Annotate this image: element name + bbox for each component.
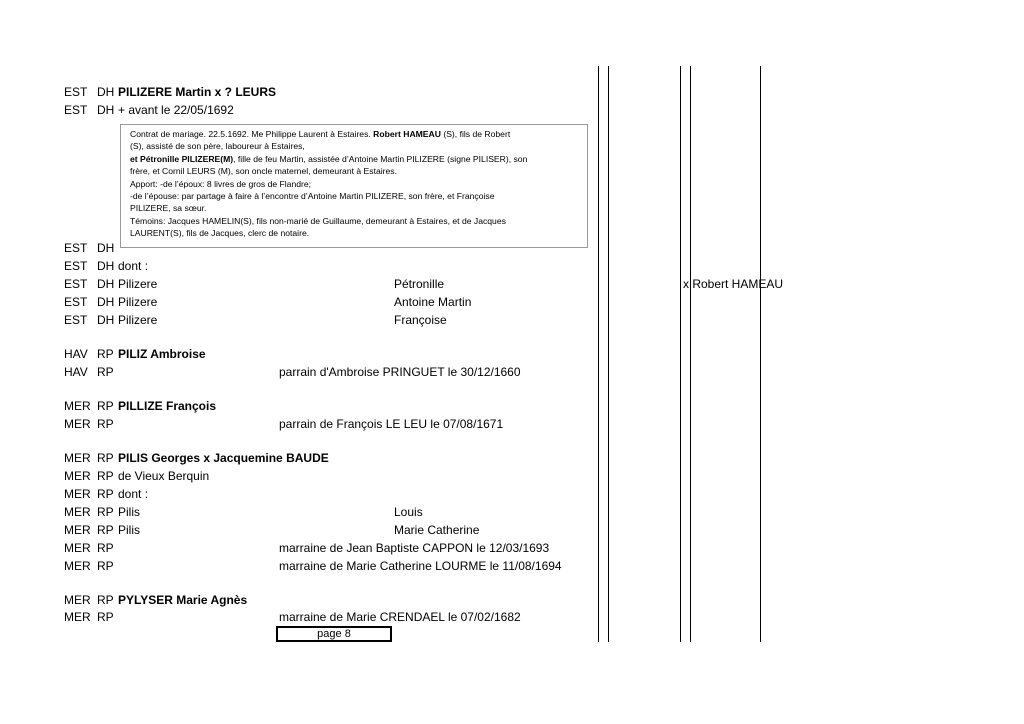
surname-entry: PYLYSER Marie Agnès: [118, 593, 248, 607]
surname-entry: dont :: [118, 259, 149, 273]
first-name: Louis: [394, 505, 423, 519]
record-row: [0, 485, 600, 503]
record-row: [0, 449, 600, 467]
record-row: [0, 257, 600, 275]
note-line: Apport: -de l’époux: 8 livres de gros de Flandre;: [130, 178, 312, 189]
record-row: [0, 397, 600, 415]
first-name: Antoine Martin: [394, 295, 472, 309]
column-rule: [760, 66, 761, 642]
spouse-note: x Robert HAMEAU: [683, 277, 784, 291]
source-code: DH: [97, 241, 115, 255]
source-code: DH: [97, 85, 115, 99]
note-line: frère, et Cornil LEURS (M), son oncle maternel, demeurant à Estaires.: [130, 166, 397, 177]
first-name: Pétronille: [394, 277, 445, 291]
place-code: MER: [64, 417, 91, 431]
source-code: RP: [97, 559, 114, 573]
surname-entry: + avant le 22/05/1692: [118, 103, 234, 117]
column-rule: [680, 66, 681, 642]
source-code: RP: [97, 487, 114, 501]
source-code: RP: [97, 593, 114, 607]
surname-entry: Pilis: [118, 505, 141, 519]
note-text: , fille de feu Martin, assistée d’Antoine Martin PILIZERE (signe PILISER), son: [233, 153, 528, 164]
record-row: [0, 521, 600, 539]
source-code: DH: [97, 295, 115, 309]
event-description: parrain de François LE LEU le 07/08/1671: [279, 417, 504, 431]
record-row: [0, 557, 600, 575]
page-number: page 8: [276, 626, 392, 642]
place-code: MER: [64, 399, 91, 413]
marriage-contract-note: [120, 124, 588, 248]
place-code: MER: [64, 523, 91, 537]
source-code: RP: [97, 469, 114, 483]
record-row: [0, 591, 600, 609]
source-code: DH: [97, 259, 115, 273]
note-text: Contrat de mariage. 22.5.1692. Me Philippe Laurent à Estaires.: [130, 129, 374, 139]
record-row: [0, 275, 600, 293]
note-bold-name: Robert HAMEAU: [373, 129, 441, 139]
source-code: RP: [97, 417, 114, 431]
place-code: EST: [64, 85, 88, 99]
source-code: DH: [97, 277, 115, 291]
surname-entry: PILLIZE François: [118, 399, 217, 413]
source-code: RP: [97, 541, 114, 555]
note-text: (S), fils de Robert: [440, 129, 511, 139]
event-description: marraine de Marie Catherine LOURME le 11/08/1694: [279, 559, 562, 573]
surname-entry: Pilis: [118, 523, 141, 537]
record-row: [0, 415, 600, 433]
place-code: EST: [64, 295, 88, 309]
source-code: RP: [97, 399, 114, 413]
surname-entry: PILIZERE Martin x ? LEURS: [118, 85, 277, 99]
column-rule: [690, 66, 691, 642]
note-line: LAURENT(S), fils de Jacques, clerc de notaire.: [130, 228, 310, 239]
event-description: marraine de Jean Baptiste CAPPON le 12/03/1693: [279, 541, 550, 555]
surname-entry: de Vieux Berquin: [118, 469, 210, 483]
surname-entry: Pilizere: [118, 295, 158, 309]
record-row: [0, 311, 600, 329]
place-code: MER: [64, 487, 91, 501]
source-code: DH: [97, 103, 115, 117]
place-code: MER: [64, 469, 91, 483]
record-row: [0, 503, 600, 521]
place-code: MER: [64, 559, 91, 573]
surname-entry: dont :: [118, 487, 149, 501]
record-row: [0, 293, 600, 311]
source-code: RP: [97, 365, 114, 379]
event-description: marraine de Marie CRENDAEL le 07/02/1682: [279, 610, 521, 624]
record-row: [0, 83, 600, 101]
source-code: RP: [97, 610, 114, 624]
surname-entry: Pilizere: [118, 277, 158, 291]
place-code: EST: [64, 103, 88, 117]
event-description: parrain d'Ambroise PRINGUET le 30/12/1660: [279, 365, 521, 379]
place-code: HAV: [64, 365, 88, 379]
place-code: MER: [64, 451, 91, 465]
place-code: HAV: [64, 347, 88, 361]
surname-entry: PILIZ Ambroise: [118, 347, 206, 361]
surname-entry: Pilizere: [118, 313, 158, 327]
column-rule: [608, 66, 609, 642]
record-row: [0, 539, 600, 557]
place-code: MER: [64, 541, 91, 555]
note-line: [130, 153, 578, 165]
source-code: RP: [97, 523, 114, 537]
note-bold-name: et Pétronille PILIZERE(M): [130, 153, 234, 164]
place-code: EST: [64, 241, 88, 255]
record-row: [0, 363, 600, 381]
record-row: [0, 101, 600, 119]
record-row: [0, 467, 600, 485]
place-code: EST: [64, 313, 88, 327]
source-code: RP: [97, 505, 114, 519]
source-code: RP: [97, 347, 114, 361]
first-name: Marie Catherine: [394, 523, 480, 537]
place-code: EST: [64, 277, 88, 291]
note-line: [130, 128, 578, 140]
note-line: Témoins: Jacques HAMELIN(S), fils non-marié de Guillaume, demeurant à Estaires, et de Jacques: [130, 215, 506, 226]
source-code: DH: [97, 313, 115, 327]
place-code: MER: [64, 593, 91, 607]
first-name: Françoise: [394, 313, 447, 327]
note-line: (S), assisté de son père, laboureur à Estaires,: [130, 141, 305, 152]
source-code: RP: [97, 451, 114, 465]
surname-entry: PILIS Georges x Jacquemine BAUDE: [118, 451, 329, 465]
note-line: PILIZERE, sa sœur.: [130, 203, 207, 214]
record-row: [0, 345, 600, 363]
note-line: -de l’épouse: par partage à faire à l’encontre d’Antoine Martin PILIZERE, son frère, et Françoise: [130, 191, 495, 202]
place-code: EST: [64, 259, 88, 273]
place-code: MER: [64, 610, 91, 624]
record-row: [0, 608, 600, 626]
place-code: MER: [64, 505, 91, 519]
